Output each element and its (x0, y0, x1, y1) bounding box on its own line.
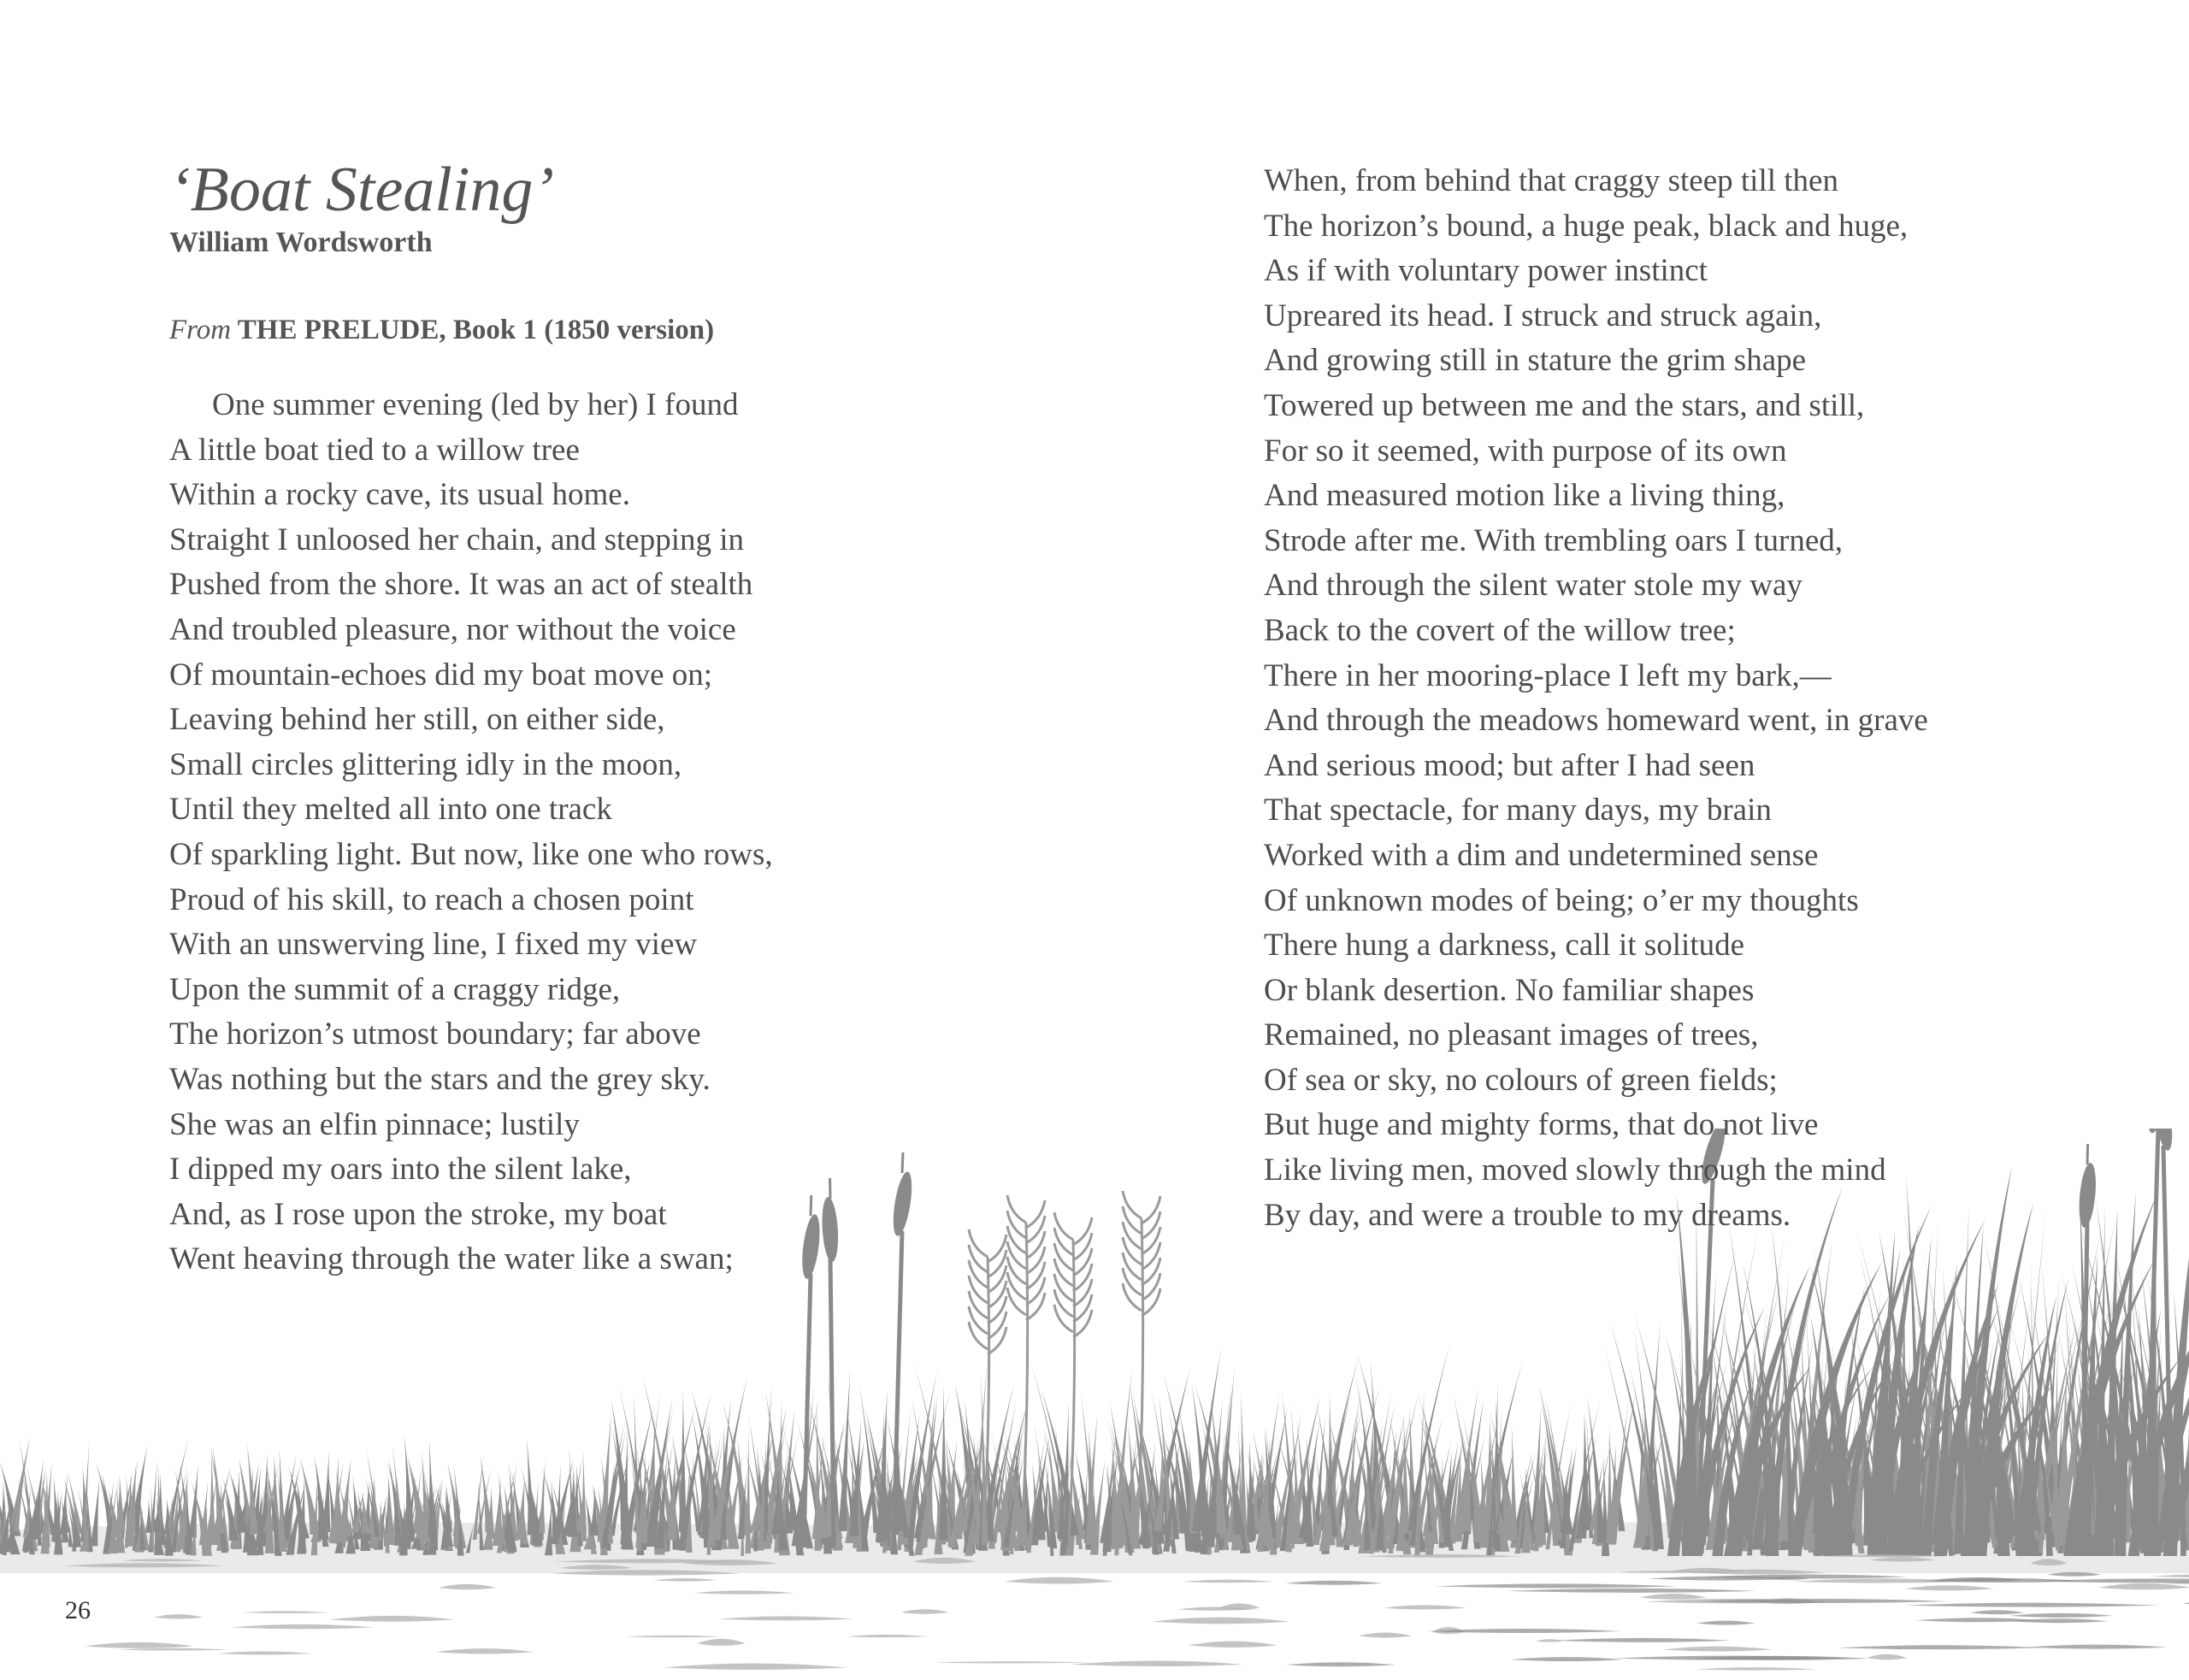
poem-line: Worked with a dim and undetermined sense (1264, 837, 1819, 873)
poem-line: Of sparkling light. But now, like one who rows, (169, 836, 773, 872)
poem-lines-left (169, 383, 1110, 1282)
poem-line: Until they melted all into one track (169, 792, 612, 828)
source-from: From (169, 315, 232, 345)
poem-line: And serious mood; but after I had seen (1264, 747, 1755, 783)
poem-line: For so it seemed, with purpose of its own (1264, 433, 1787, 469)
poem-source (169, 313, 1110, 347)
poem-line: I dipped my oars into the silent lake, (169, 1152, 632, 1188)
poem-line: As if with voluntary power instinct (1264, 253, 1708, 289)
poem-line: With an unswerving line, I fixed my view (169, 927, 698, 963)
poem-line: There hung a darkness, call it solitude (1264, 928, 1745, 964)
poem-line: And, as I rose upon the stroke, my boat (169, 1196, 667, 1232)
poem-line: And growing still in stature the grim shape (1264, 343, 1807, 379)
poem-line: Proud of his skill, to reach a chosen point (169, 881, 694, 917)
page-number: 26 (65, 1596, 91, 1624)
poem-line: One summer evening (led by her) I found (212, 387, 739, 422)
poem-line: That spectacle, for many days, my brain (1264, 793, 1772, 828)
poem-line: Straight I unloosed her chain, and stepping in (169, 522, 745, 557)
poem-line: And through the silent water stole my way (1264, 568, 1803, 604)
poem-title: ‘Boat Stealing’ (169, 155, 555, 225)
poem-line: Small circles glittering idly in the moon, (169, 746, 682, 782)
poem-line: By day, and were a trouble to my dreams. (1264, 1197, 1791, 1233)
poem-line: Within a rocky cave, its usual home. (169, 477, 630, 513)
poem-line: Like living men, moved slowly through the mind (1264, 1152, 1886, 1188)
poem-line: Went heaving through the water like a swan; (169, 1241, 734, 1277)
poem-line: Pushed from the shore. It was an act of stealth (169, 567, 753, 603)
poem-line: A little boat tied to a willow tree (169, 432, 580, 468)
poem-line: When, from behind that craggy steep till then (1264, 163, 1838, 198)
poem-line: There in her mooring-place I left my bark,— (1264, 657, 1832, 693)
poem-line: The horizon’s utmost boundary; far above (169, 1017, 701, 1052)
poem-line: Or blank desertion. No familiar shapes (1264, 972, 1755, 1008)
left-column (169, 154, 1110, 1282)
poem-line: Upreared its head. I struck and struck again, (1264, 298, 1822, 333)
poem-line: Leaving behind her still, on either side, (169, 702, 665, 738)
poem-line: Of unknown modes of being; o’er my thoughts (1264, 882, 1859, 918)
poem-line: Strode after me. With trembling oars I turned, (1264, 522, 1844, 558)
poem-author: William Wordsworth (169, 227, 433, 258)
poem-line: Of sea or sky, no colours of green fields; (1264, 1062, 1778, 1098)
poem-line: Back to the covert of the willow tree; (1264, 612, 1736, 648)
right-column (1264, 159, 2170, 1238)
poem-line: And through the meadows homeward went, in grave (1264, 703, 1928, 739)
poem-line: Upon the summit of a craggy ridge, (169, 971, 621, 1007)
poem-line: She was an elfin pinnace; lustily (169, 1106, 580, 1142)
poem-line: Remained, no pleasant images of trees, (1264, 1017, 1759, 1053)
source-work: THE PRELUDE, Book 1 (1850 version) (231, 315, 715, 345)
poem-line: Was nothing but the stars and the grey sky. (169, 1061, 711, 1097)
poem-line: And troubled pleasure, nor without the voice (169, 611, 736, 647)
poem-line: But huge and mighty forms, that do not live (1264, 1107, 1819, 1143)
poem-line: And measured motion like a living thing, (1264, 478, 1785, 514)
poem-line: Towered up between me and the stars, and still, (1264, 387, 1865, 423)
poem-line: Of mountain-echoes did my boat move on; (169, 657, 713, 693)
poem-line: The horizon’s bound, a huge peak, black and huge, (1264, 208, 1909, 244)
